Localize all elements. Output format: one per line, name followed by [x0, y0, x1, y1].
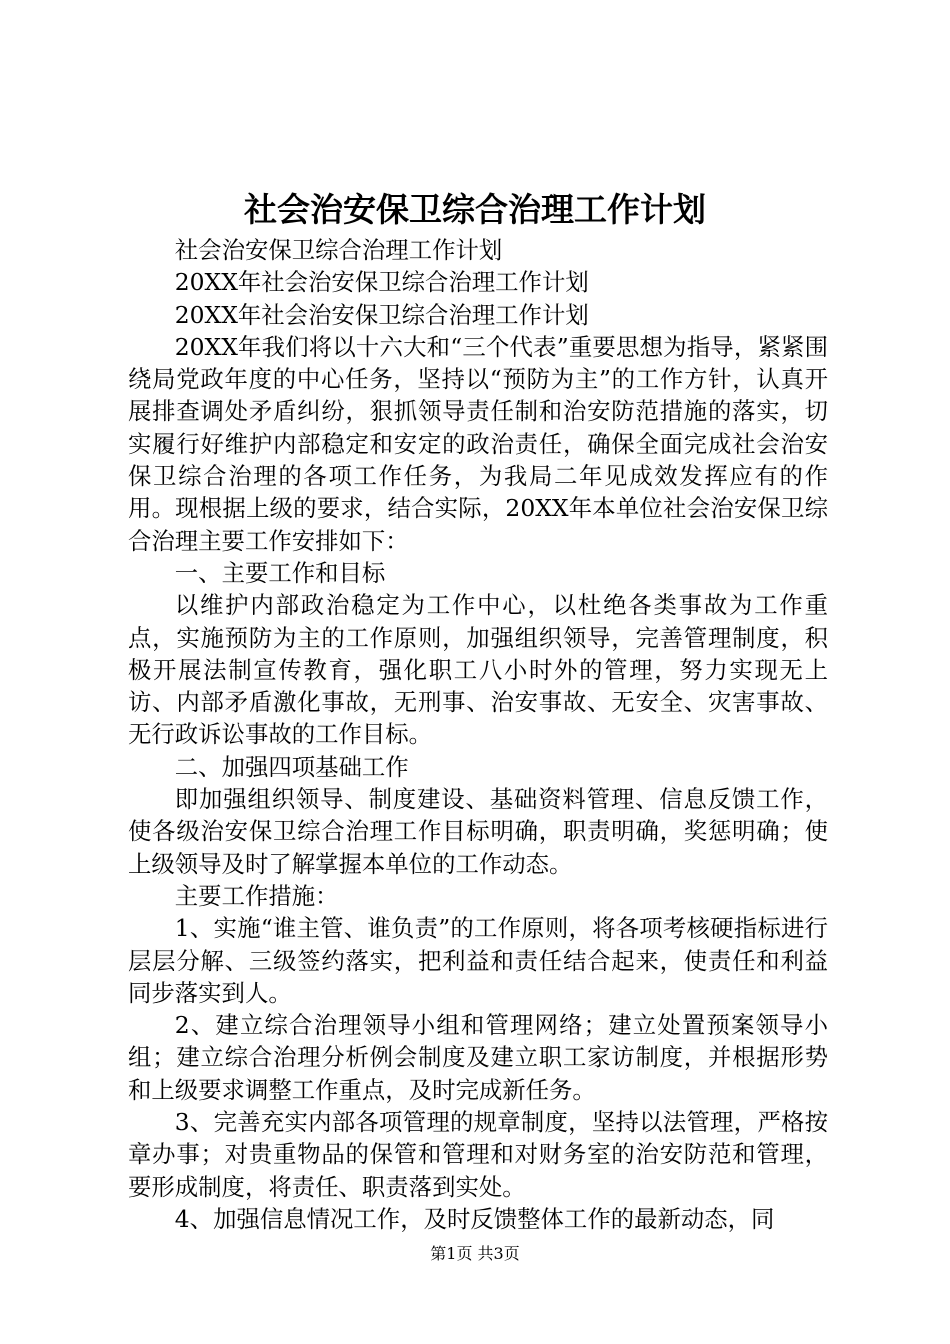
- section-heading-goals: 一、主要工作和目标: [174, 558, 386, 587]
- section-heading-measures: 主要工作措施：: [174, 881, 339, 910]
- paragraph-subtitle: 社会治安保卫综合治理工作计划: [174, 236, 503, 264]
- paragraph-measure-3: 3、完善充实内部各项管理的规章制度，坚持以法管理，严格按章办事；对贵重物品的保管和管理和对财务室的治安防范和管理，要形成制度，将责任、职责落到实处。: [128, 1108, 828, 1201]
- document-title: 社会治安保卫综合治理工作计划: [244, 190, 706, 229]
- paragraph-plan-heading-1: 20XX年社会治安保卫综合治理工作计划: [174, 268, 589, 297]
- paragraph-goals: 以维护内部政治稳定为工作中心，以杜绝各类事故为工作重点，实施预防为主的工作原则，加强组织领导，完善管理制度，积极开展法制宣传教育，强化职工八小时外的管理，努力实现无上访、内部矛盾激化事故，无刑事、治安事故、无安全、灾害事故、无行政诉讼事故的工作目标。: [128, 591, 828, 749]
- paragraph-intro: 20XX年我们将以十六大和“三个代表”重要思想为指导，紧紧围绕局党政年度的中心任务，坚持以“预防为主”的工作方针，认真开展排查调处矛盾纠纷，狠抓领导责任制和治安防范措施的落实，切实履行好维护内部稳定和安定的政治责任，确保全面完成社会治安保卫综合治理的各项工作任务，为我局二年见成效发挥应有的作用。现根据上级的要求，结合实际，20XX年本单位社会治安保卫综合治理主要工作安排如下：: [128, 332, 828, 555]
- paragraph-measure-4: 4、加强信息情况工作，及时反馈整体工作的最新动态，同: [174, 1204, 775, 1233]
- document-body: [128, 234, 828, 1235]
- paragraph-plan-heading-2: 20XX年社会治安保卫综合治理工作计划: [174, 300, 589, 329]
- page-footer: 第1页 共3页: [430, 1244, 520, 1263]
- paragraph-foundation: 即加强组织领导、制度建设、基础资料管理、信息反馈工作，使各级治安保卫综合治理工作目标明确，职责明确，奖惩明确；使上级领导及时了解掌握本单位的工作动态。: [128, 785, 828, 878]
- section-heading-foundation: 二、加强四项基础工作: [174, 752, 409, 781]
- paragraph-measure-1: 1、实施“谁主管、谁负责”的工作原则，将各项考核硬指标进行层层分解、三级签约落实，把利益和责任结合起来，使责任和利益同步落实到人。: [128, 914, 828, 1007]
- paragraph-measure-2: 2、建立综合治理领导小组和管理网络；建立处置预案领导小组；建立综合治理分析例会制度及建立职工家访制度，并根据形势和上级要求调整工作重点，及时完成新任务。: [128, 1011, 828, 1104]
